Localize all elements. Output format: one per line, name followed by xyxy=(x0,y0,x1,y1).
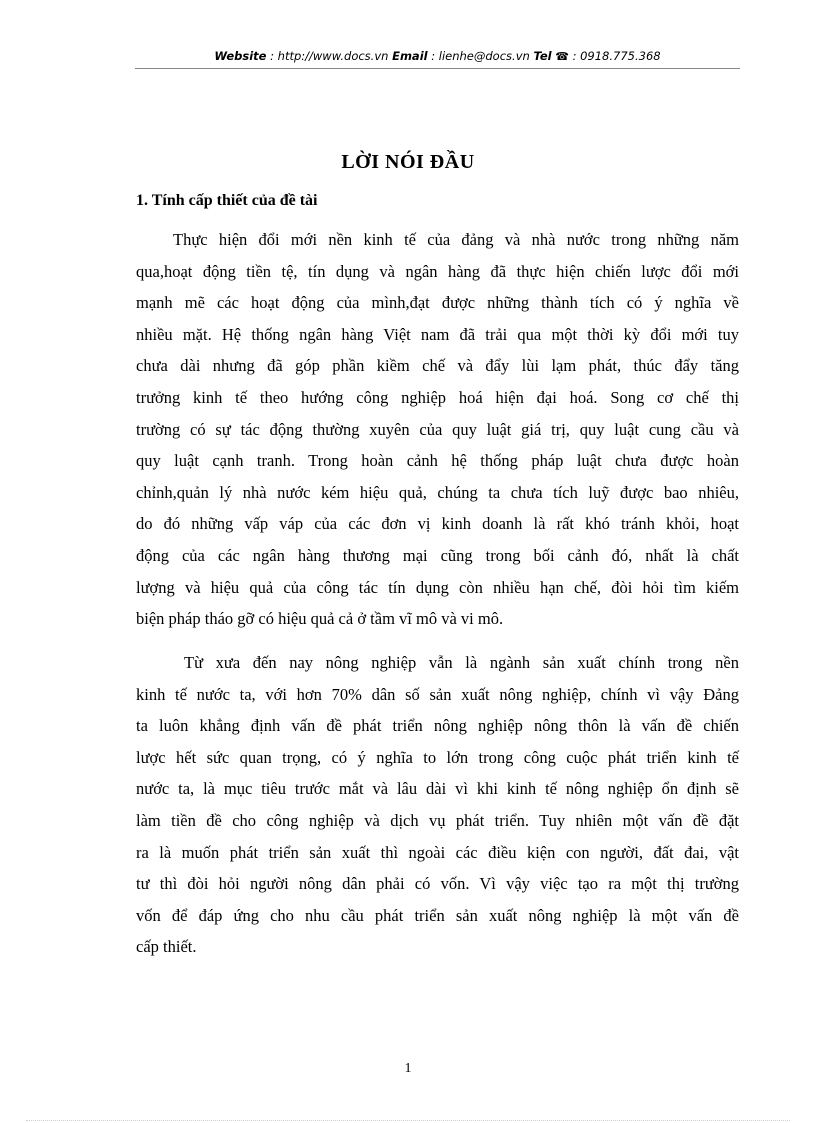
paragraph-line: lược hết sức quan trọng, có ý nghĩa to lớn trong công cuộc phát triển kinh tế xyxy=(136,747,739,767)
paragraph-line: quy luật cạnh tranh. Trong hoàn cảnh hệ thống pháp luật chưa được hoàn xyxy=(136,451,739,471)
paragraph-line: nhiều mặt. Hệ thống ngân hàng Việt nam đã trải qua một thời kỳ đổi mới tuy xyxy=(136,324,739,344)
paragraph-line: cấp thiết. xyxy=(136,937,197,957)
paragraph-line: qua,hoạt động tiền tệ, tín dụng và ngân hàng đã thực hiện chiến lược đổi mới xyxy=(136,261,739,281)
paragraph-line: Thực hiện đổi mới nền kinh tế của đảng và nhà nước trong những năm xyxy=(173,230,739,249)
page-number: 1 xyxy=(404,1061,412,1076)
email-address[interactable]: lienhe@docs.vn xyxy=(438,49,530,63)
paragraph-line: chỉnh,quản lý nhà nước kém hiệu quả, chúng ta chưa tích luỹ được bao nhiêu, xyxy=(136,482,739,502)
paragraph-line: biện pháp tháo gỡ có hiệu quả cả ở tầm vĩ mô và vi mô. xyxy=(136,609,504,629)
paragraph-line: chưa dài nhưng đã góp phần kiềm chế và đẩy lùi lạm phát, thúc đẩy tăng xyxy=(136,356,739,376)
tel-separator: : xyxy=(568,49,581,63)
tel-number: 0918.775.368 xyxy=(580,49,661,63)
website-url[interactable]: http://www.docs.vn xyxy=(277,49,389,63)
paragraph-2 xyxy=(136,647,739,963)
website-separator: : xyxy=(266,49,278,63)
document-title: LỜI NÓI ĐẦU xyxy=(341,151,475,173)
page-header xyxy=(135,46,740,69)
paragraph-line: ra là muốn phát triển sản xuất thì ngoài các điều kiện con người, đất đai, vật xyxy=(136,842,739,862)
email-label: Email xyxy=(392,49,428,63)
page-bottom-divider xyxy=(26,1120,790,1121)
paragraph-line: Từ xưa đến nay nông nghiệp vẫn là ngành sản xuất chính trong nền xyxy=(184,653,739,672)
paragraph-line: do đó những vấp váp của các đơn vị kinh doanh là rất khó tránh khỏi, hoạt xyxy=(136,514,739,534)
tel-label: Tel xyxy=(533,49,552,63)
website-label: Website xyxy=(214,49,267,63)
paragraph-line: kinh tế nước ta, với hơn 70% dân số sản xuất nông nghiệp, chính vì vậy Đảng xyxy=(136,684,739,704)
paragraph-line: mạnh mẽ các hoạt động của mình,đạt được những thành tích có ý nghĩa về xyxy=(136,293,739,313)
paragraph-line: làm tiền đề cho công nghiệp và dịch vụ phát triển. Tuy nhiên một vấn đề đặt xyxy=(136,810,739,830)
email-separator: : xyxy=(427,49,439,63)
section-heading: 1. Tính cấp thiết của đề tài xyxy=(136,192,318,209)
paragraph-line: trưởng kinh tế theo hướng công nghiệp hoá hiện đại hoá. Song cơ chế thị xyxy=(136,387,739,407)
paragraph-line: lượng và hiệu quả của công tác tín dụng còn nhiều hạn chế, đòi hỏi tìm kiếm xyxy=(136,577,739,597)
paragraph-line: vốn để đáp ứng cho nhu cầu phát triển sản xuất nông nghiệp là một vấn đề xyxy=(136,905,739,925)
telephone-icon: ☎ xyxy=(555,50,569,63)
paragraph-line: động của các ngân hàng thương mại cũng trong bối cảnh đó, nhất là chất xyxy=(136,545,739,565)
paragraph-line: nước ta, là mục tiêu trước mắt và lâu dài vì khi kinh tế nông nghiệp ổn định sẽ xyxy=(136,779,739,799)
paragraph-line: ta luôn khẳng định vấn đề phát triển nông nghiệp nông thôn là vấn đề chiến xyxy=(136,716,739,736)
paragraph-1 xyxy=(136,224,739,635)
paragraph-line: tư thì đòi hỏi người nông dân phải có vốn. Vì vậy việc tạo ra một thị trường xyxy=(136,874,739,894)
paragraph-line: trường có sự tác động thường xuyên của quy luật giá trị, quy luật cung cầu và xyxy=(136,419,739,439)
